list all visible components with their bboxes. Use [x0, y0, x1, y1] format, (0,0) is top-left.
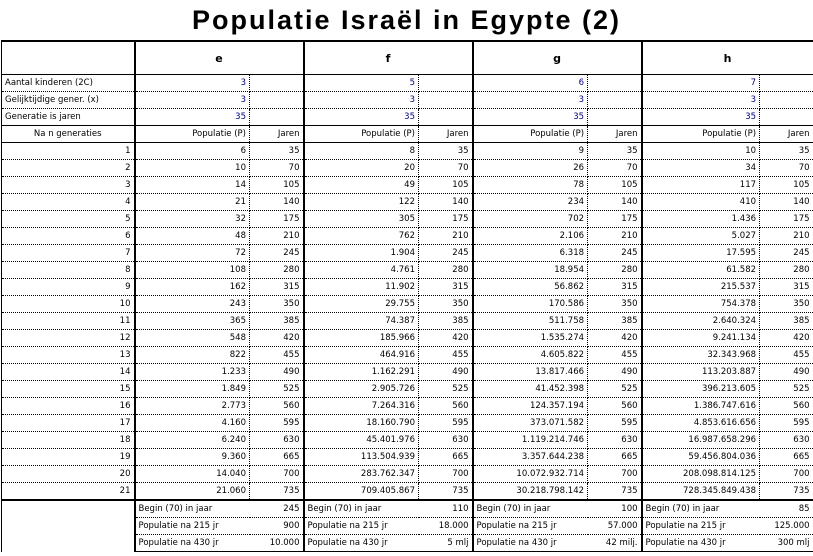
table-row: [2, 466, 813, 483]
years-value: 315: [419, 279, 473, 296]
population-value: 117: [642, 177, 760, 194]
years-value: 525: [760, 381, 813, 398]
population-value: 61.582: [642, 262, 760, 279]
param-value[interactable]: 3: [135, 92, 250, 109]
population-value: 74.387: [304, 313, 419, 330]
summary-value: 57.000: [588, 518, 642, 535]
years-value: 455: [588, 347, 642, 364]
param-row: [2, 92, 813, 109]
years-value: 490: [419, 364, 473, 381]
population-value: 822: [135, 347, 250, 364]
years-value: 700: [760, 466, 813, 483]
population-value: 728.345.849.438: [642, 483, 760, 501]
population-value: 1.436: [642, 211, 760, 228]
population-value: 20: [304, 160, 419, 177]
generation-number: 11: [2, 313, 135, 330]
years-value: 560: [588, 398, 642, 415]
generation-number: 9: [2, 279, 135, 296]
population-table: [1, 40, 813, 552]
population-value: 170.586: [473, 296, 588, 313]
generation-number: 19: [2, 449, 135, 466]
years-value: 525: [250, 381, 304, 398]
population-header: Populatie (P): [642, 126, 760, 143]
table-row: [2, 432, 813, 449]
summary-label: Populatie na 430 jr: [642, 535, 760, 552]
population-value: 6.318: [473, 245, 588, 262]
years-header: Jaren: [250, 126, 304, 143]
summary-value: 900: [250, 518, 304, 535]
population-value: 709.405.867: [304, 483, 419, 501]
param-spacer: [588, 92, 642, 109]
population-value: 373.071.582: [473, 415, 588, 432]
population-value: 113.203.887: [642, 364, 760, 381]
population-value: 754.378: [642, 296, 760, 313]
generation-number: 1: [2, 143, 135, 160]
summary-label: Populatie na 215 jr: [642, 518, 760, 535]
generation-number: 5: [2, 211, 135, 228]
population-value: 4.160: [135, 415, 250, 432]
years-value: 420: [588, 330, 642, 347]
table-row: [2, 228, 813, 245]
param-label: Aantal kinderen (2C): [2, 75, 135, 92]
population-header: Populatie (P): [304, 126, 419, 143]
years-value: 490: [760, 364, 813, 381]
population-value: 3.357.644.238: [473, 449, 588, 466]
years-header: Jaren: [588, 126, 642, 143]
population-value: 1.849: [135, 381, 250, 398]
table-row: [2, 398, 813, 415]
generation-number: 14: [2, 364, 135, 381]
population-value: 10.072.932.714: [473, 466, 588, 483]
population-value: 5.027: [642, 228, 760, 245]
param-value[interactable]: 3: [642, 92, 760, 109]
param-value[interactable]: 35: [304, 109, 419, 126]
param-spacer: [419, 75, 473, 92]
years-value: 280: [419, 262, 473, 279]
years-value: 665: [419, 449, 473, 466]
param-value[interactable]: 3: [473, 92, 588, 109]
generation-number: 2: [2, 160, 135, 177]
years-value: 175: [250, 211, 304, 228]
years-value: 280: [760, 262, 813, 279]
param-spacer: [760, 109, 813, 126]
years-value: 630: [760, 432, 813, 449]
years-value: 560: [250, 398, 304, 415]
generation-number: 16: [2, 398, 135, 415]
table-row: [2, 330, 813, 347]
population-value: 7.264.316: [304, 398, 419, 415]
population-value: 11.902: [304, 279, 419, 296]
years-header: Jaren: [760, 126, 813, 143]
years-value: 140: [419, 194, 473, 211]
years-value: 665: [250, 449, 304, 466]
years-value: 525: [419, 381, 473, 398]
param-spacer: [588, 75, 642, 92]
column-letter-f: f: [304, 41, 473, 75]
years-value: 455: [419, 347, 473, 364]
years-header: Jaren: [419, 126, 473, 143]
table-row: [2, 296, 813, 313]
population-value: 10: [135, 160, 250, 177]
years-value: 630: [419, 432, 473, 449]
years-value: 245: [419, 245, 473, 262]
summary-value: 100: [588, 500, 642, 518]
years-value: 280: [250, 262, 304, 279]
population-value: 30.218.798.142: [473, 483, 588, 501]
table-row: [2, 279, 813, 296]
years-value: 490: [250, 364, 304, 381]
years-value: 70: [760, 160, 813, 177]
summary-label: Begin (70) in jaar: [304, 500, 419, 518]
years-value: 630: [588, 432, 642, 449]
years-value: 385: [419, 313, 473, 330]
table-row: [2, 262, 813, 279]
table-row: [2, 313, 813, 330]
population-value: 59.456.804.036: [642, 449, 760, 466]
years-value: 420: [419, 330, 473, 347]
years-value: 455: [760, 347, 813, 364]
years-value: 700: [250, 466, 304, 483]
generation-number: 4: [2, 194, 135, 211]
summary-label: Populatie na 215 jr: [135, 518, 250, 535]
years-value: 350: [760, 296, 813, 313]
population-value: 6.240: [135, 432, 250, 449]
param-value[interactable]: 35: [473, 109, 588, 126]
years-value: 735: [250, 483, 304, 501]
years-value: 140: [760, 194, 813, 211]
population-header: Populatie (P): [473, 126, 588, 143]
generation-number: 20: [2, 466, 135, 483]
summary-label: Populatie na 215 jr: [304, 518, 419, 535]
population-value: 14: [135, 177, 250, 194]
years-value: 245: [760, 245, 813, 262]
param-spacer: [419, 109, 473, 126]
population-value: 2.106: [473, 228, 588, 245]
population-value: 9.241.134: [642, 330, 760, 347]
summary-label: Populatie na 430 jr: [473, 535, 588, 552]
population-value: 32: [135, 211, 250, 228]
years-value: 420: [250, 330, 304, 347]
population-value: 9: [473, 143, 588, 160]
param-value[interactable]: 6: [473, 75, 588, 92]
years-value: 315: [588, 279, 642, 296]
summary-row: [2, 518, 813, 535]
years-value: 70: [588, 160, 642, 177]
population-value: 208.098.814.125: [642, 466, 760, 483]
years-value: 385: [760, 313, 813, 330]
population-value: 1.904: [304, 245, 419, 262]
population-value: 45.401.976: [304, 432, 419, 449]
column-letter-header: [2, 41, 813, 75]
summary-spacer: [2, 518, 135, 535]
years-value: 140: [588, 194, 642, 211]
population-value: 18.160.790: [304, 415, 419, 432]
population-value: 26: [473, 160, 588, 177]
population-value: 1.535.274: [473, 330, 588, 347]
population-header: Populatie (P): [135, 126, 250, 143]
population-value: 243: [135, 296, 250, 313]
years-value: 350: [419, 296, 473, 313]
population-value: 34: [642, 160, 760, 177]
column-letter-e: e: [135, 41, 304, 75]
years-value: 105: [250, 177, 304, 194]
years-value: 210: [250, 228, 304, 245]
table-row: [2, 449, 813, 466]
population-value: 29.755: [304, 296, 419, 313]
population-value: 18.954: [473, 262, 588, 279]
summary-label: Populatie na 430 jr: [304, 535, 419, 552]
years-value: 665: [588, 449, 642, 466]
table-row: [2, 381, 813, 398]
years-value: 595: [588, 415, 642, 432]
population-value: 21: [135, 194, 250, 211]
population-value: 21.060: [135, 483, 250, 501]
years-value: 105: [588, 177, 642, 194]
population-value: 548: [135, 330, 250, 347]
summary-label: Populatie na 430 jr: [135, 535, 250, 552]
population-value: 56.862: [473, 279, 588, 296]
param-label: Gelijktijdige gener. (x): [2, 92, 135, 109]
table-row: [2, 143, 813, 160]
summary-label: Populatie na 215 jr: [473, 518, 588, 535]
years-value: 245: [588, 245, 642, 262]
population-value: 4.605.822: [473, 347, 588, 364]
years-value: 420: [760, 330, 813, 347]
param-value[interactable]: 35: [642, 109, 760, 126]
population-value: 234: [473, 194, 588, 211]
years-value: 35: [250, 143, 304, 160]
table-row: [2, 245, 813, 262]
population-value: 2.640.324: [642, 313, 760, 330]
years-value: 700: [419, 466, 473, 483]
years-value: 595: [250, 415, 304, 432]
years-value: 175: [760, 211, 813, 228]
generation-number: 8: [2, 262, 135, 279]
years-value: 525: [588, 381, 642, 398]
column-letter-g: g: [473, 41, 642, 75]
generation-number: 15: [2, 381, 135, 398]
param-spacer: [760, 92, 813, 109]
generation-number: 7: [2, 245, 135, 262]
table-row: [2, 194, 813, 211]
summary-spacer: [2, 535, 135, 552]
generation-number: 17: [2, 415, 135, 432]
summary-value: 5 mlj: [419, 535, 473, 552]
param-spacer: [250, 109, 304, 126]
population-value: 4.853.616.656: [642, 415, 760, 432]
population-value: 396.213.605: [642, 381, 760, 398]
years-value: 315: [250, 279, 304, 296]
summary-value: 110: [419, 500, 473, 518]
population-value: 1.233: [135, 364, 250, 381]
param-row: [2, 75, 813, 92]
years-value: 665: [760, 449, 813, 466]
years-value: 245: [250, 245, 304, 262]
param-spacer: [419, 92, 473, 109]
years-value: 700: [588, 466, 642, 483]
summary-value: 125.000: [760, 518, 813, 535]
population-value: 72: [135, 245, 250, 262]
population-value: 9.360: [135, 449, 250, 466]
population-value: 8: [304, 143, 419, 160]
years-value: 70: [250, 160, 304, 177]
population-value: 702: [473, 211, 588, 228]
population-value: 48: [135, 228, 250, 245]
summary-value: 18.000: [419, 518, 473, 535]
years-value: 455: [250, 347, 304, 364]
population-value: 365: [135, 313, 250, 330]
param-value[interactable]: 3: [135, 75, 250, 92]
param-value[interactable]: 7: [642, 75, 760, 92]
population-value: 17.595: [642, 245, 760, 262]
generation-number: 18: [2, 432, 135, 449]
summary-label: Begin (70) in jaar: [473, 500, 588, 518]
summary-value: 85: [760, 500, 813, 518]
param-spacer: [250, 75, 304, 92]
population-value: 13.817.466: [473, 364, 588, 381]
years-value: 385: [250, 313, 304, 330]
table-row: [2, 347, 813, 364]
population-value: 511.758: [473, 313, 588, 330]
years-value: 210: [760, 228, 813, 245]
population-value: 464.916: [304, 347, 419, 364]
column-letter-h: h: [642, 41, 813, 75]
summary-value: 300 mlj: [760, 535, 813, 552]
population-value: 1.162.291: [304, 364, 419, 381]
generation-number: 6: [2, 228, 135, 245]
generation-number: 12: [2, 330, 135, 347]
years-value: 595: [760, 415, 813, 432]
years-value: 350: [250, 296, 304, 313]
years-value: 560: [760, 398, 813, 415]
param-label: Generatie is jaren: [2, 109, 135, 126]
population-value: 1.386.747.616: [642, 398, 760, 415]
years-value: 210: [588, 228, 642, 245]
years-value: 175: [588, 211, 642, 228]
summary-label: Begin (70) in jaar: [642, 500, 760, 518]
population-value: 185.966: [304, 330, 419, 347]
population-value: 1.119.214.746: [473, 432, 588, 449]
page-title: Populatie Israël in Egypte (2): [191, 5, 622, 35]
generations-header: Na n generaties: [2, 126, 135, 143]
population-value: 2.905.726: [304, 381, 419, 398]
generation-number: 3: [2, 177, 135, 194]
table-row: [2, 415, 813, 432]
population-value: 78: [473, 177, 588, 194]
summary-value: 42 milj.: [588, 535, 642, 552]
column-header-row: [2, 126, 813, 143]
param-spacer: [250, 92, 304, 109]
param-value[interactable]: 5: [304, 75, 419, 92]
table-row: [2, 177, 813, 194]
population-value: 162: [135, 279, 250, 296]
population-value: 762: [304, 228, 419, 245]
summary-spacer: [2, 500, 135, 518]
years-value: 630: [250, 432, 304, 449]
param-spacer: [588, 109, 642, 126]
population-value: 124.357.194: [473, 398, 588, 415]
years-value: 595: [419, 415, 473, 432]
summary-row: [2, 535, 813, 552]
population-value: 16.987.658.296: [642, 432, 760, 449]
param-spacer: [760, 75, 813, 92]
summary-value: 245: [250, 500, 304, 518]
years-value: 385: [588, 313, 642, 330]
population-value: 113.504.939: [304, 449, 419, 466]
population-value: 49: [304, 177, 419, 194]
header-corner-cell: [2, 41, 135, 75]
years-value: 490: [588, 364, 642, 381]
population-value: 2.773: [135, 398, 250, 415]
years-value: 70: [419, 160, 473, 177]
years-value: 350: [588, 296, 642, 313]
table-row: [2, 483, 813, 501]
table-row: [2, 211, 813, 228]
years-value: 35: [588, 143, 642, 160]
table-row: [2, 160, 813, 177]
years-value: 210: [419, 228, 473, 245]
years-value: 175: [419, 211, 473, 228]
years-value: 105: [760, 177, 813, 194]
years-value: 560: [419, 398, 473, 415]
years-value: 735: [760, 483, 813, 501]
summary-row: [2, 500, 813, 518]
population-value: 32.343.968: [642, 347, 760, 364]
population-value: 6: [135, 143, 250, 160]
summary-label: Begin (70) in jaar: [135, 500, 250, 518]
years-value: 315: [760, 279, 813, 296]
years-value: 735: [588, 483, 642, 501]
population-value: 14.040: [135, 466, 250, 483]
generation-number: 21: [2, 483, 135, 501]
years-value: 140: [250, 194, 304, 211]
years-value: 280: [588, 262, 642, 279]
generation-number: 13: [2, 347, 135, 364]
years-value: 35: [760, 143, 813, 160]
population-value: 108: [135, 262, 250, 279]
population-value: 410: [642, 194, 760, 211]
population-value: 215.537: [642, 279, 760, 296]
years-value: 35: [419, 143, 473, 160]
population-value: 41.452.398: [473, 381, 588, 398]
population-value: 10: [642, 143, 760, 160]
population-value: 122: [304, 194, 419, 211]
population-value: 283.762.347: [304, 466, 419, 483]
param-row: [2, 109, 813, 126]
param-value[interactable]: 3: [304, 92, 419, 109]
population-value: 4.761: [304, 262, 419, 279]
param-value[interactable]: 35: [135, 109, 250, 126]
generation-number: 10: [2, 296, 135, 313]
table-row: [2, 364, 813, 381]
population-value: 305: [304, 211, 419, 228]
years-value: 105: [419, 177, 473, 194]
summary-value: 10.000: [250, 535, 304, 552]
years-value: 735: [419, 483, 473, 501]
